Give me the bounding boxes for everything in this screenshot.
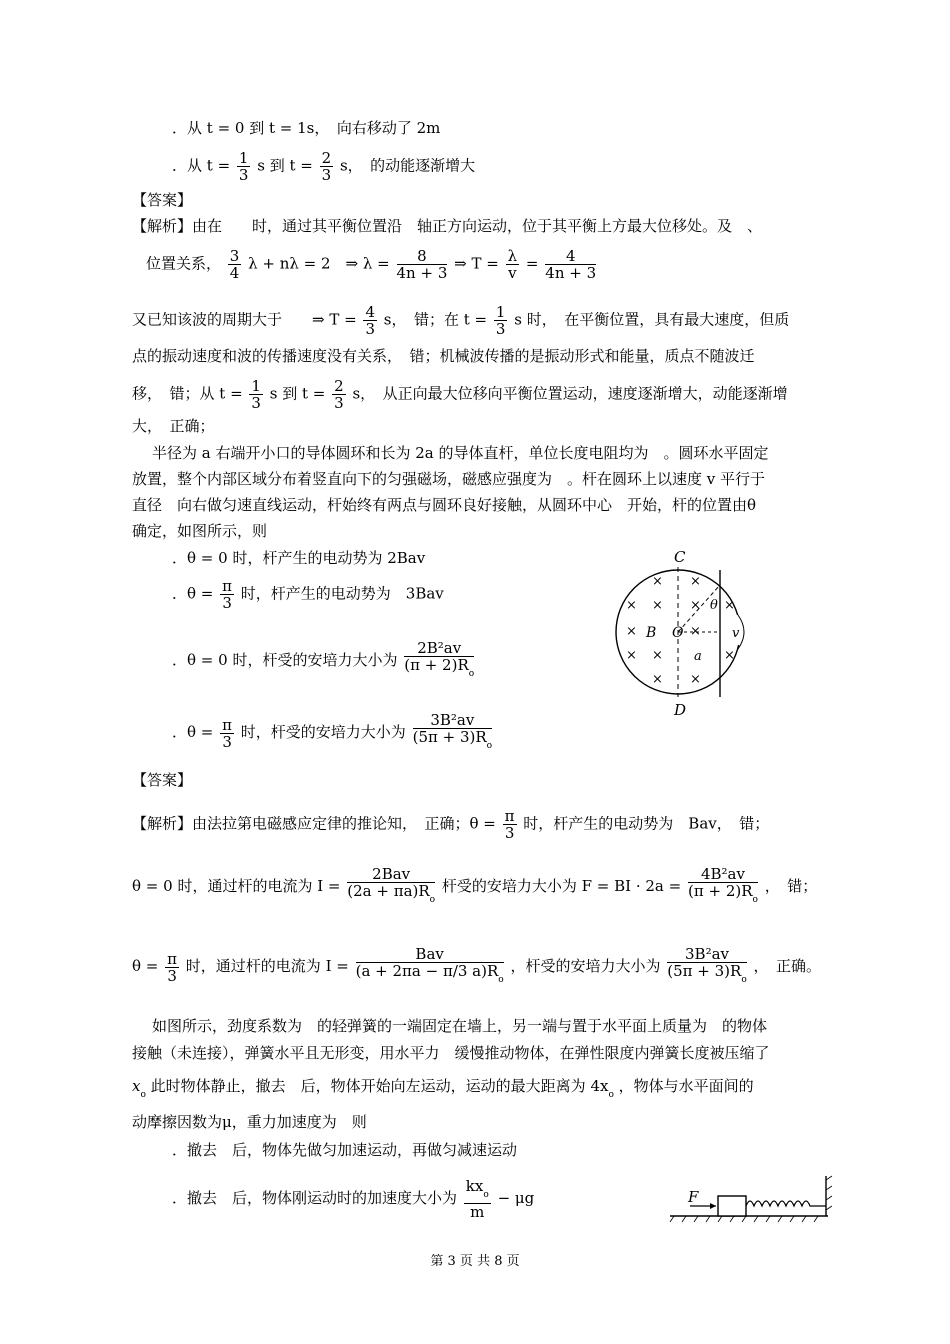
svg-text:×: ×	[626, 648, 637, 663]
q2-stem-line4: 确定，如图所示，则	[132, 522, 268, 540]
q2-explanation-line1: 【解析】由法拉第电磁感应定律的推论知， 正确；θ = $\frac{\pi}{3}$ 时，杆产生的电动势为 Bav， 错；	[132, 807, 770, 842]
q1-explanation-line6: 大， 正确；	[132, 417, 215, 435]
svg-text:×: ×	[724, 598, 735, 613]
force-arrowhead	[710, 1203, 716, 1209]
label-f: F	[688, 1188, 699, 1206]
q3-option-a: ．撤去 后，物体先做匀加速运动，再做匀减速运动	[172, 1141, 518, 1159]
q2-stem-line1: 半径为 a 右端开小口的导体圆环和长为 2a 的导体直杆，单位长度电阻均为 。圆环水平固定	[152, 444, 769, 462]
q3-stem-line2: 接触（未连接），弹簧水平且无形变，用水平力 缓慢推动物体，在弹性限度内弹簧长度被压缩了	[132, 1044, 770, 1062]
q2-stem-line3: 直径 向右做匀速直线运动，杆始终有两点与圆环良好接触，从圆环中心 开始，杆的位置由θ	[132, 496, 757, 514]
q1-option-c: ．从 t = 0 到 t = 1s， 向右移动了 2m	[172, 119, 441, 137]
label-d: D	[674, 701, 687, 719]
svg-text:×: ×	[652, 648, 663, 663]
q2-option-b: ．θ = $\frac{\pi}{3}$ 时，杆产生的电动势为 3Bav	[172, 577, 444, 612]
q2-explanation-line3: θ = $\frac{\pi}{3}$ 时，通过杆的电流为 I = $\frac{\text{Bav}}{(a + 2\pi a - \pi/3 a)R_o}$ ，杆受的安培力大小为 $\frac{\text{3B²av}}{(5\pi + 3)R_o}$ ， 正确。	[132, 945, 822, 985]
ground-hatch	[670, 1216, 818, 1222]
q1-explanation-line5: 移， 错；从 t = $\frac{1}{3}$ s 到 t = $\frac{2}{3}$ s， 从正向最大位移向平衡位置运动，速度逐渐增大，动能逐渐增	[132, 377, 788, 412]
q3-stem-line4: 动摩擦因数为μ，重力加速度为 则	[132, 1113, 367, 1131]
label-a: a	[694, 649, 702, 664]
fraction: $\frac{1}{3}$	[238, 149, 249, 184]
q1-explanation-line4: 点的振动速度和波的传播速度没有关系， 错；机械波传播的是振动形式和能量，质点不随波迁	[132, 347, 755, 365]
label-o: O	[672, 625, 684, 641]
label-b: B	[646, 625, 657, 641]
q2-option-c: ．θ = 0 时，杆受的安培力大小为 $\frac{\text{2B²av}}{(\pi + 2)R_o}$	[172, 639, 475, 679]
svg-text:×: ×	[652, 672, 663, 687]
svg-text:×: ×	[690, 598, 701, 613]
q3-stem-line1: 如图所示，劲度系数为 的轻弹簧的一端固定在墙上，另一端与置于水平面上质量为 的物体	[152, 1017, 768, 1035]
q2-answer-label: 【答案】	[132, 771, 193, 789]
q2-circle-figure	[600, 545, 760, 720]
svg-text:×: ×	[690, 672, 701, 687]
fraction: $\frac{2}{3}$	[321, 149, 332, 184]
text: ．从 t =	[172, 156, 231, 175]
q1-option-d	[172, 150, 475, 183]
wall-hatch	[826, 1176, 832, 1210]
q3-spring-figure	[668, 1166, 840, 1224]
q2-option-a: ．θ = 0 时，杆产生的电动势为 2Bav	[172, 549, 426, 567]
q2-stem-line2: 放置，整个内部区域分布着竖直向下的匀强磁场，磁感应强度为 。杆在圆环上以速度 v 平行于	[132, 470, 766, 488]
svg-text:×: ×	[626, 624, 637, 639]
svg-text:×: ×	[724, 648, 735, 663]
page-footer: 第 3 页 共 8 页	[430, 1254, 520, 1269]
q3-stem-line3: $x_o$ 此时物体静止，撤去 后，物体开始向左运动，运动的最大距离为 $4x_o$ ，物体与水平面间的	[132, 1077, 754, 1100]
q2-explanation-line2: θ = 0 时，通过杆的电流为 I = $\frac{\text{2Bav}}{(2a + \pi a)R_o}$ 杆受的安培力大小为 F = BI · 2a = $\frac{\text{4B²av}}{(\pi + 2)R_o}$ ， 错；	[132, 865, 818, 905]
q2-option-d: ．θ = $\frac{\pi}{3}$ 时，杆受的安培力大小为 $\frac{\text{3B²av}}{(5\pi + 3)R_o}$	[172, 711, 493, 751]
label-theta: θ	[710, 598, 718, 613]
svg-text:×: ×	[652, 574, 663, 589]
spring	[746, 1201, 826, 1206]
q1-explanation-line1: 【解析】由在 时，通过其平衡位置沿 轴正方向运动，位于其平衡上方最大位移处。及 、	[132, 217, 763, 235]
label-v: v	[732, 626, 740, 641]
text: s 到 t =	[257, 156, 313, 175]
svg-text:×: ×	[690, 574, 701, 589]
svg-text:×: ×	[652, 598, 663, 613]
svg-text:×: ×	[690, 624, 701, 639]
block	[718, 1196, 746, 1216]
q3-option-b: ．撤去 后，物体刚运动时的加速度大小为 $\frac{kx_o}{m}$ − μg	[172, 1177, 535, 1221]
svg-text:×: ×	[626, 598, 637, 613]
q1-explanation-line3: 又已知该波的周期大于 ⇒ T = $\frac{4}{3}$ s， 错；在 t = $\frac{1}{3}$ s 时， 在平衡位置，具有最大速度，但质	[132, 303, 790, 338]
label-c: C	[674, 548, 686, 566]
text: s， 的动能逐渐增大	[339, 156, 476, 175]
q1-answer-label: 【答案】	[132, 191, 193, 209]
q1-explanation-line2: 位置关系， $\frac{3}{4}$ λ + nλ = 2 ⇒ λ = $\frac{8}{4n + 3}$ ⇒ T = $\frac{\lambda}{v}$ = $\frac{4}{4n + 3}$	[146, 247, 597, 282]
